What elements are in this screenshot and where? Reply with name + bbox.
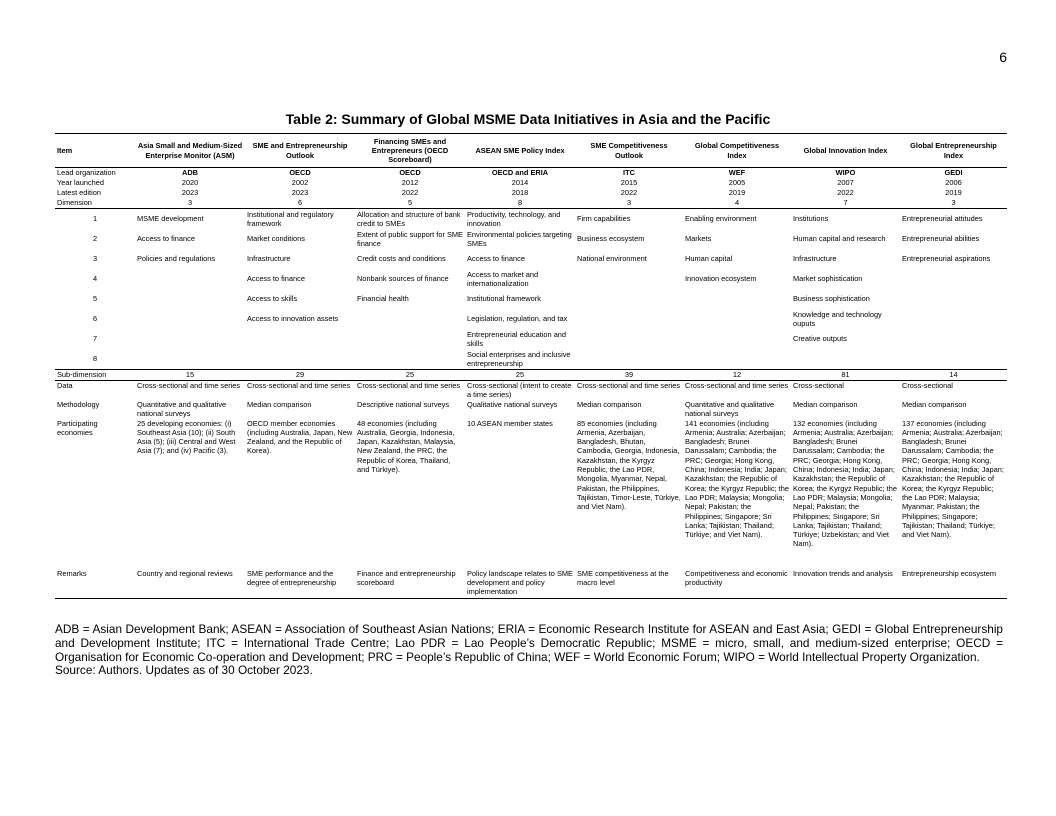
cell: 8	[465, 198, 575, 209]
cell: Infrastructure	[247, 254, 291, 264]
cell: 10 ASEAN member states	[467, 418, 553, 428]
cell: 2019	[728, 188, 746, 197]
cell: Policies and regulations	[137, 254, 216, 264]
cell	[900, 329, 1007, 349]
cell	[135, 269, 245, 289]
dimension-row-8	[55, 349, 1007, 370]
header-sme-competitiveness: SME Competitiveness Outlook	[575, 134, 683, 168]
cell	[575, 329, 683, 349]
cell	[575, 289, 683, 309]
cell: MSME development	[137, 214, 204, 224]
cell: Entrepreneurial education and skills	[467, 329, 567, 348]
cell: Innovation trends and analysis	[791, 569, 900, 599]
dimension-row-7	[55, 329, 1007, 349]
cell: 3	[135, 198, 245, 209]
cell: 85 economies (including Armenia, Azerbaijan, Bangladesh, Bhutan, Cambodia, Georgia, Indonesia, Kazakhstan, the Kyrgyz Republic, the Lao PDR, Mongolia, Myanmar, Nepal, Pakistan, the Philippines, Tajikistan, Timor-Leste, Türkiye, and Viet Nam).	[577, 418, 681, 512]
cell	[575, 349, 683, 370]
cell	[575, 309, 683, 329]
cell: Knowledge and technology ouputs	[793, 309, 882, 328]
dimension-row-2	[55, 229, 1007, 249]
dimension-number: 2	[92, 234, 98, 244]
cell: Access to innovation assets	[247, 314, 339, 324]
row-remarks	[55, 569, 1007, 599]
page-number: 6	[999, 49, 1007, 65]
cell: Productivity, technology, and innovation	[467, 209, 561, 228]
dimension-number: 7	[92, 334, 98, 344]
cell: Social enterprises and inclusive entrepreneurship	[467, 349, 571, 368]
cell	[355, 349, 465, 370]
dimension-row-4	[55, 269, 1007, 289]
cell: OECD	[355, 168, 465, 179]
row-label: Methodology	[57, 400, 100, 409]
cell: ITC	[575, 168, 683, 179]
cell: Entrepreneurial aspirations	[902, 254, 991, 264]
cell: Market sophistication	[793, 274, 863, 284]
header-oecd-scoreboard: Financing SMEs and Entrepreneurs (OECD Scoreboard)	[355, 134, 465, 168]
header-global-innovation: Global Innovation Index	[791, 134, 900, 168]
cell: Access to finance	[467, 254, 525, 264]
row-methodology	[55, 400, 1007, 419]
cell: 137 economies (including Armenia; Australia; Azerbaijan; Bangladesh; Brunei Darussalam; Cambodia; the PRC; Georgia; Hong Kong, China; Indonesia; India; Japan; Kazakhstan; the Republic of Korea; the Kyrgyz Republic; the Lao PDR; Malaysia; Myanmar; Pakistan; the Philippines; Singapore; Tajikistan; Thailand; Türkiye; and Viet Nam).	[902, 418, 1004, 540]
cell: 48 economies (including Australia, Georgia, Indonesia, Japan, Kazakhstan, Malaysia, New Zealand, the PRC, the Republic of Korea, Thailand, and Türkiye).	[357, 418, 456, 475]
cell	[245, 329, 355, 349]
cell	[245, 349, 355, 370]
table-notes	[55, 623, 1003, 678]
row-label: Latest edition	[57, 188, 101, 197]
cell: 2023	[181, 188, 199, 197]
cell: Allocation and structure of bank credit to SMEs	[357, 209, 461, 228]
cell: Median comparison	[577, 400, 642, 409]
header-global-entrepreneurship: Global Entrepreneurship Index	[900, 134, 1007, 168]
dimension-row-1	[55, 209, 1007, 230]
cell: 132 economies (including Armenia; Australia; Azerbaijan; Bangladesh; Brunei Darussalam; Cambodia; the PRC; Georgia; Hong Kong, China; Indonesia; India; Japan; Kazakhstan; the Republic of Korea; the Kyrgyz Republic; the Lao PDR; Malaysia; Mongolia; Nepal; Pakistan; the Philippines; Singapore; Sri Lanka; Tajikistan; Thailand; Türkiye; Uzbekistan; and Viet Nam).	[793, 418, 897, 549]
cell: Cross-sectional	[793, 381, 844, 390]
row-label: Dimension	[55, 198, 135, 209]
cell: Extent of public support for SME finance	[357, 229, 463, 248]
cell: 2007	[837, 178, 854, 187]
cell: SME competitiveness at the macro level	[575, 569, 683, 599]
cell: 4	[683, 198, 791, 209]
cell: Institutional and regulatory framework	[247, 209, 334, 228]
cell: 7	[791, 198, 900, 209]
cell: Institutional framework	[467, 294, 541, 304]
cell: OECD and ERIA	[465, 168, 575, 179]
cell: Entrepreneurial abilities	[902, 234, 980, 244]
cell: Nonbank sources of finance	[357, 274, 449, 284]
cell: OECD member economies (including Australia, Japan, New Zealand, and the Republic of Korea).	[247, 418, 353, 456]
cell: Quantitative and qualitative national surveys	[137, 400, 227, 419]
cell: Access to market and internationalization	[467, 269, 539, 288]
table-header-row	[55, 134, 1007, 168]
row-label: Year launched	[57, 178, 104, 187]
source-note: Source: Authors. Updates as of 30 October 2023.	[55, 663, 313, 678]
cell: 81	[791, 370, 900, 381]
cell	[135, 309, 245, 329]
cell: 14	[900, 370, 1007, 381]
cell: Qualitative national surveys	[467, 400, 558, 409]
cell: Human capital	[685, 254, 733, 264]
cell: 12	[683, 370, 791, 381]
header-sme-outlook: SME and Entrepreneurship Outlook	[245, 134, 355, 168]
cell: WIPO	[791, 168, 900, 179]
cell: Cross-sectional (intent to create a time series)	[467, 381, 572, 400]
cell	[683, 309, 791, 329]
cell: 2015	[620, 178, 638, 187]
abbreviations-note: ADB = Asian Development Bank; ASEAN = Association of Southeast Asian Nations; ERIA = Economic Research Institute for ASEAN and East Asia; GEDI = Global Entrepreneurship and Development Institute; ITC = International Trade Centre; Lao PDR = Lao People’s Democratic Republic; MSME = micro, small, and medium-sized enterprise; OECD = Organisation for Economic Co-operation and Development; PRC = People’s Republic of China; WEF = World Economic Forum; WIPO = World Intellectual Property Organization.	[55, 622, 1003, 664]
cell	[135, 329, 245, 349]
cell: Institutions	[793, 214, 829, 224]
cell	[135, 349, 245, 370]
cell: 3	[575, 198, 683, 209]
cell: Descriptive national surveys	[357, 400, 450, 409]
cell: Environmental policies targeting SMEs	[467, 229, 572, 248]
cell: Country and regional reviews	[135, 569, 245, 599]
cell: Median comparison	[902, 400, 967, 409]
cell: Access to finance	[137, 234, 195, 244]
cell: 2018	[511, 188, 529, 197]
cell: 2002	[291, 178, 309, 187]
cell	[791, 349, 900, 370]
cell: Legislation, regulation, and tax	[467, 314, 568, 324]
cell: 2005	[728, 178, 746, 187]
cell	[135, 289, 245, 309]
cell: 39	[575, 370, 683, 381]
cell: Cross-sectional	[902, 381, 953, 390]
cell: GEDI	[900, 168, 1007, 179]
cell: 3	[900, 198, 1007, 209]
dimension-number: 4	[92, 274, 98, 284]
dimension-row-3	[55, 249, 1007, 269]
row-label: Sub-dimension	[55, 370, 135, 381]
cell: 2019	[945, 188, 962, 197]
cell: Policy landscape relates to SME development and policy implementation	[465, 569, 575, 599]
row-label: Participating economies	[57, 418, 98, 437]
cell: 2023	[291, 188, 309, 197]
row-label: Data	[57, 381, 73, 390]
msme-initiatives-table	[55, 133, 1007, 599]
dimension-number: 3	[92, 254, 98, 264]
cell	[900, 269, 1007, 289]
cell: Infrastructure	[793, 254, 837, 264]
cell	[355, 309, 465, 329]
cell: 2014	[511, 178, 529, 187]
cell	[683, 329, 791, 349]
dimension-number: 8	[92, 354, 98, 364]
cell: Median comparison	[247, 400, 312, 409]
cell: 15	[135, 370, 245, 381]
cell: Enabling environment	[685, 214, 757, 224]
row-year-launched	[55, 178, 1007, 188]
cell: Creative outputs	[793, 334, 847, 344]
dimension-row-6	[55, 309, 1007, 329]
cell: Business ecosystem	[577, 234, 645, 244]
cell: Market conditions	[247, 234, 305, 244]
cell: Firm capabilities	[577, 214, 631, 224]
cell: Cross-sectional and time series	[357, 381, 461, 390]
row-participating-economies	[55, 419, 1007, 569]
cell: 5	[355, 198, 465, 209]
cell: Median comparison	[793, 400, 858, 409]
cell	[683, 349, 791, 370]
cell: Cross-sectional and time series	[685, 381, 789, 390]
cell: Entrepreneurial attitudes	[902, 214, 983, 224]
cell: 25 developing economies: (i) Southeast Asia (10); (ii) South Asia (5); (iii) Central and West Asia (7); and (iv) Pacific (3).	[137, 418, 236, 456]
cell: Cross-sectional and time series	[577, 381, 681, 390]
cell: Cross-sectional and time series	[137, 381, 241, 390]
table-title: Table 2: Summary of Global MSME Data Initiatives in Asia and the Pacific	[285, 111, 771, 127]
cell: 141 economies (including Armenia; Australia; Azerbaijan; Bangladesh; Brunei Darussalam; Cambodia; the PRC; Georgia; Hong Kong, China; Indonesia; India; Japan; Kazakhstan; the Republic of Korea; the Kyrgyz Republic; the Lao PDR; Malaysia; Mongolia; Nepal; Pakistan; the Philippines; Singapore; Sri Lanka; Tajikistan; Thailand; Türkiye; and Viet Nam).	[685, 418, 789, 540]
header-global-competitiveness: Global Competitiveness Index	[683, 134, 791, 168]
cell: 2022	[837, 188, 854, 197]
cell	[683, 289, 791, 309]
dimension-row-5	[55, 289, 1007, 309]
cell: Cross-sectional and time series	[247, 381, 351, 390]
cell: Finance and entrepreneurship scoreboard	[355, 569, 465, 599]
cell: ADB	[135, 168, 245, 179]
cell: Access to skills	[247, 294, 298, 304]
dimension-number: 5	[92, 294, 98, 304]
row-dimension	[55, 198, 1007, 209]
cell: WEF	[683, 168, 791, 179]
cell: 2012	[401, 178, 419, 187]
row-latest-edition	[55, 188, 1007, 198]
cell: Innovation ecosystem	[685, 274, 757, 284]
cell	[900, 349, 1007, 370]
cell	[355, 329, 465, 349]
cell: 2020	[181, 178, 199, 187]
cell: Financial health	[357, 294, 409, 304]
header-asm: Asia Small and Medium-Sized Enterprise Monitor (ASM)	[135, 134, 245, 168]
cell: Human capital and research	[793, 234, 886, 244]
row-label: Remarks	[55, 569, 135, 599]
cell: 2006	[945, 178, 962, 187]
cell: Access to finance	[247, 274, 305, 284]
cell: National environment	[577, 254, 647, 264]
row-data	[55, 381, 1007, 401]
header-asean-policy-index: ASEAN SME Policy Index	[465, 134, 575, 168]
cell: 25	[355, 370, 465, 381]
dimension-number: 1	[92, 214, 98, 224]
cell: Competitiveness and economic productivity	[683, 569, 791, 599]
row-sub-dimension	[55, 370, 1007, 381]
cell	[900, 309, 1007, 329]
cell: OECD	[245, 168, 355, 179]
cell: 2022	[620, 188, 638, 197]
cell: 2022	[401, 188, 419, 197]
cell: 25	[465, 370, 575, 381]
cell: 6	[245, 198, 355, 209]
dimension-number: 6	[92, 314, 98, 324]
cell: Business sophistication	[793, 294, 870, 304]
cell	[900, 289, 1007, 309]
cell: Entrepreneurship ecosystem	[900, 569, 1007, 599]
cell: Quantitative and qualitative national surveys	[685, 400, 775, 419]
row-label: Lead organization	[55, 168, 135, 179]
cell: 29	[245, 370, 355, 381]
cell: Credit costs and conditions	[357, 254, 446, 264]
cell	[575, 269, 683, 289]
row-lead-organization	[55, 168, 1007, 179]
cell: SME performance and the degree of entrepreneurship	[245, 569, 355, 599]
header-item: Item	[55, 134, 135, 168]
cell: Markets	[685, 234, 712, 244]
